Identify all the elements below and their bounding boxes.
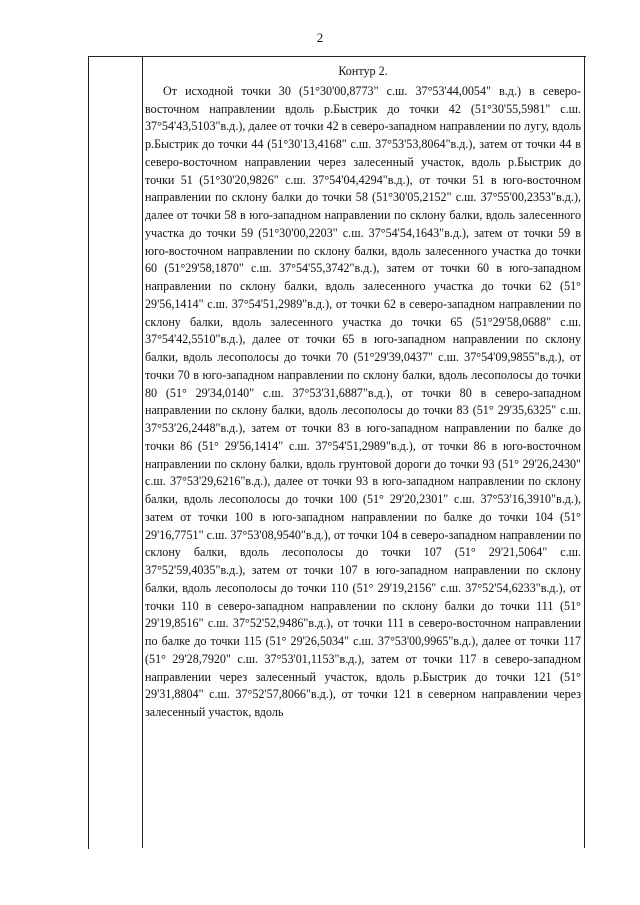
- section-title: Контур 2.: [338, 64, 388, 78]
- boundary-description-text: От исходной точки 30 (51°30'00,8773" с.ш. 37°53'44,0054" в.д.) в северо-восточном направлении вдоль р.Быстрик до точки 42 (51°30'55,5981" с.ш. 37°54'43,5103"в.д.), далее от точки 42 в северо-западном направлении по лугу, вдоль р.Быстрик до точки 44 (51°30'13,4168" с.ш. 37°53'53,8064"в.д.), затем от точки 44 в северо-восточном направлении через залесенный участок, вдоль р.Быстрик до точки 51 (51°30'20,9826" с.ш. 37°54'04,4294"в.д.), от точки 51 в юго-восточном направлении по склону балки до точки 58 (51°30'05,2152" с.ш. 37°55'00,2353"в.д.), далее от точки 58 в юго-западном направлении по склону балки, вдоль залесенного участка до точки 59 (51°30'00,2203" с.ш. 37°54'54,1643"в.д.), затем от точки 59 в юго-восточном направлении по склону балки, вдоль залесенного участка до точки 60 (51°29'58,1870" с.ш. 37°54'55,3742"в.д.), затем от точки 60 в юго-западном направлении по склону балки, вдоль залесенного участка до точки 62 (51° 29'56,1414" с.ш. 37°54'51,2989"в.д.), от точки 62 в северо-западном направлении по склону балки, вдоль залесенного участка до точки 65 (51°29'58,0688" с.ш. 37°54'42,5510"в.д.), далее от точки 65 в юго-западном направлении по склону балки, вдоль лесополосы до точки 70 (51°29'39,0437" с.ш. 37°54'09,9855"в.д.), от точки 70 в юго-западном направлении по склону балки, вдоль лесополосы до точки 80 (51° 29'34,0140" с.ш. 37°53'31,6887"в.д.), от точки 80 в северо-западном направлении по склону балки, вдоль лесополосы до точки 83 (51° 29'35,6325" с.ш. 37°53'26,2448"в.д.), затем от точки 83 в юго-западном направлении по балке до точки 86 (51° 29'56,1414" с.ш. 37°54'51,2989"в.д.), от точки 86 в юго-восточном направлении по склону балки, вдоль грунтовой дороги до точки 93 (51° 29'26,2430" с.ш. 37°53'29,6216"в.д.), далее от точки 93 в юго-западном направлении по склону балки, вдоль лесополосы до точки 100 (51° 29'20,2301" с.ш. 37°53'16,3910"в.д.), затем от точки 100 в юго-западном направлении по балке до точки 104 (51° 29'16,7751" с.ш. 37°53'08,9540"в.д.), от точки 104 в северо-западном направлении по склону балки, вдоль лесополосы до точки 107 (51° 29'21,5064" с.ш. 37°52'59,4035"в.д.), затем от точки 107 в юго-западном направлении по склону балки, вдоль лесополосы до точки 110 (51° 29'19,2156" с.ш. 37°52'54,6233"в.д.), от точки 110 в северо-западном направлении по склону балки до точки 111 (51° 29'19,8516" с.ш. 37°52'52,9486"в.д.), от точки 111 в северо-восточном направлении по балке до точки 115 (51° 29'26,5034" с.ш. 37°53'00,9965"в.д.), далее от точки 117 (51° 29'28,7920" с.ш. 37°53'01,1153"в.д.), затем от точки 117 в северо-западном направлении через залесенный участок, вдоль р.Быстрик до точки 121 (51° 29'31,8804" с.ш. 37°52'57,8066"в.д.), от точки 121 в северном направлении через залесенный участок, вдоль: [145, 83, 581, 719]
- table-content-cell: [145, 63, 581, 722]
- table-column-divider: [142, 56, 143, 848]
- page-number: 2: [316, 30, 324, 45]
- table-right-border: [584, 56, 585, 848]
